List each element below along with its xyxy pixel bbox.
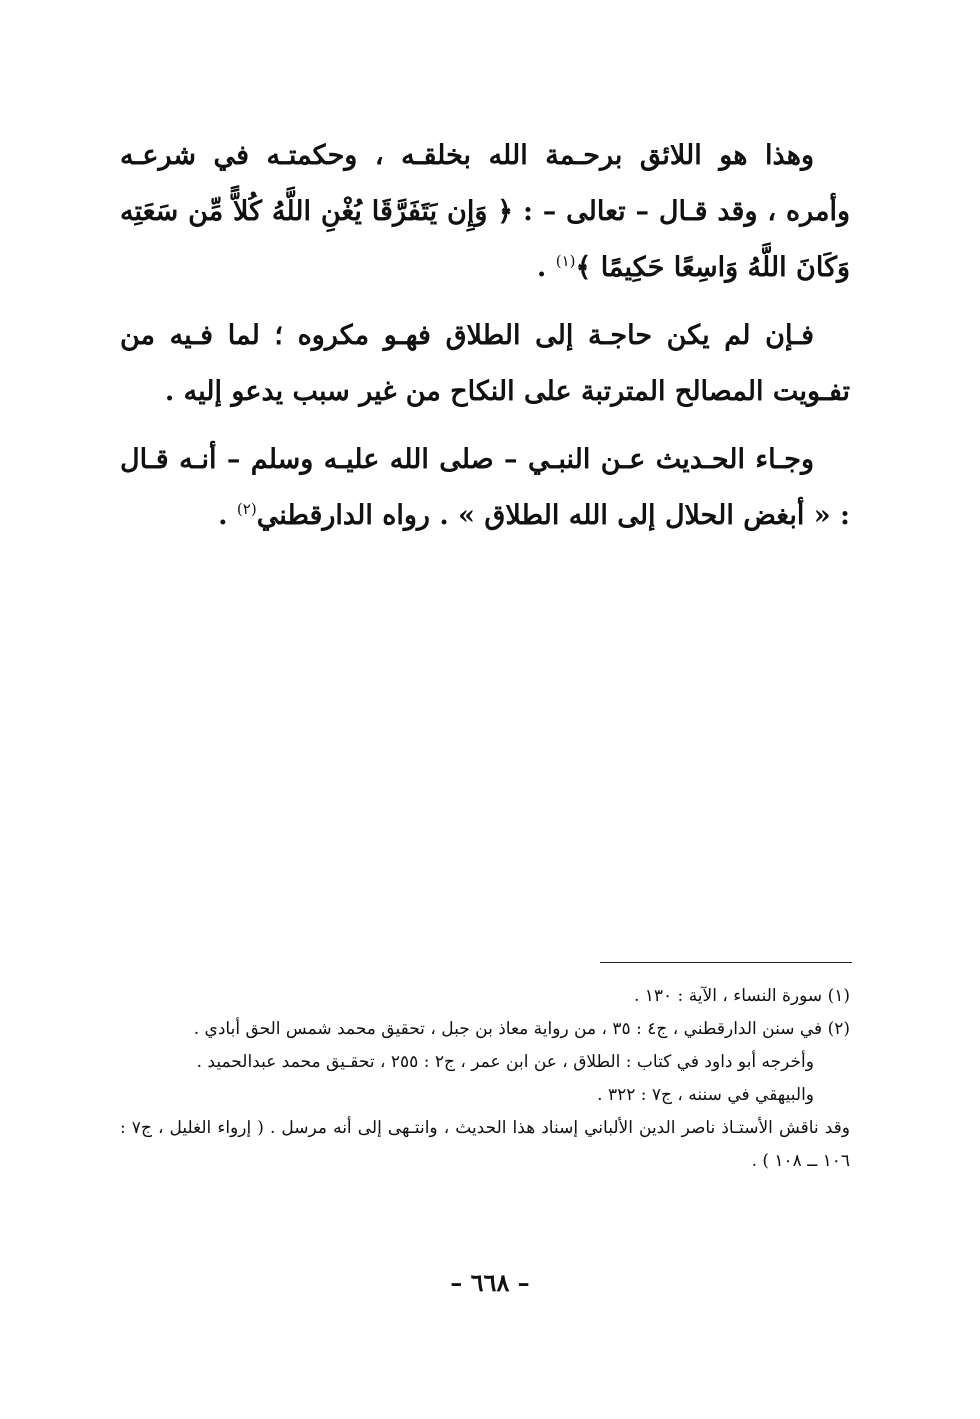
paragraph-ending: . — [536, 252, 556, 283]
footnote-reference: (١) — [555, 252, 576, 270]
footnote-2-continuation: والبيهقي في سننه ، ج٧ : ٣٢٢ . — [597, 1085, 814, 1105]
footnote-2-continuation: وأخرجه أبو داود في كتاب : الطلاق ، عن ابن عمر ، ج٢ : ٢٥٥ ، تحقـيق محمد عبدالحميد . — [196, 1052, 814, 1072]
paragraph-text: وهذا هو اللائق برحـمة الله بخلقـه ، وحكمتـه في شرعـه وأمره ، وقد قـال – تعالى – : ﴿ وَإِن يَتَفَرَّقَا يُغْنِ اللَّهُ كُلاًّ مِّن سَعَتِه وَكَانَ اللَّهُ وَاسِعًا حَكِيمًا ﴾ — [120, 140, 850, 283]
page-number: – ٦٦٨ – — [450, 1268, 530, 1297]
paragraph-ending: . — [218, 500, 237, 531]
footnote-2: (٢) في سنن الدارقطني ، ج٤ : ٣٥ ، من رواية معاذ بن جبل ، تحقيق محمد شمس الحق أبادي . — [193, 1019, 850, 1039]
paragraph-hadith — [120, 432, 850, 544]
footnote-1: (١) سورة النساء ، الآية : ١٣٠ . — [633, 986, 850, 1006]
footnotes-section — [120, 980, 850, 1178]
paragraph-text: وجـاء الحـديث عـن النبـي – صلى الله عليـه وسلم – أنـه قـال : « أبغض الحلال إلى الله الطلاق » . رواه الدارقطني — [120, 444, 850, 531]
footnote-reference: (٢) — [236, 500, 257, 518]
paragraph-text: فـإن لم يكن حاجـة إلى الطلاق فهـو مكروه ؛ لما فـيه من تفـويت المصالح المترتبة على النكاح من غير سبب يدعو إليه . — [120, 320, 850, 407]
footnote-separator — [600, 962, 852, 963]
paragraph-divine-wisdom — [120, 128, 850, 296]
paragraph-divorce-disliked — [120, 308, 850, 420]
footnote-2-continuation: وقد ناقش الأستـاذ ناصر الدين الألباني إسناد هذا الحديث ، وانتـهى إلى أنه مرسل . ( إرواء الغليل ، ج٧ : ١٠٦ ــ ١٠٨ ) . — [120, 1118, 850, 1171]
main-text-body — [120, 128, 850, 556]
